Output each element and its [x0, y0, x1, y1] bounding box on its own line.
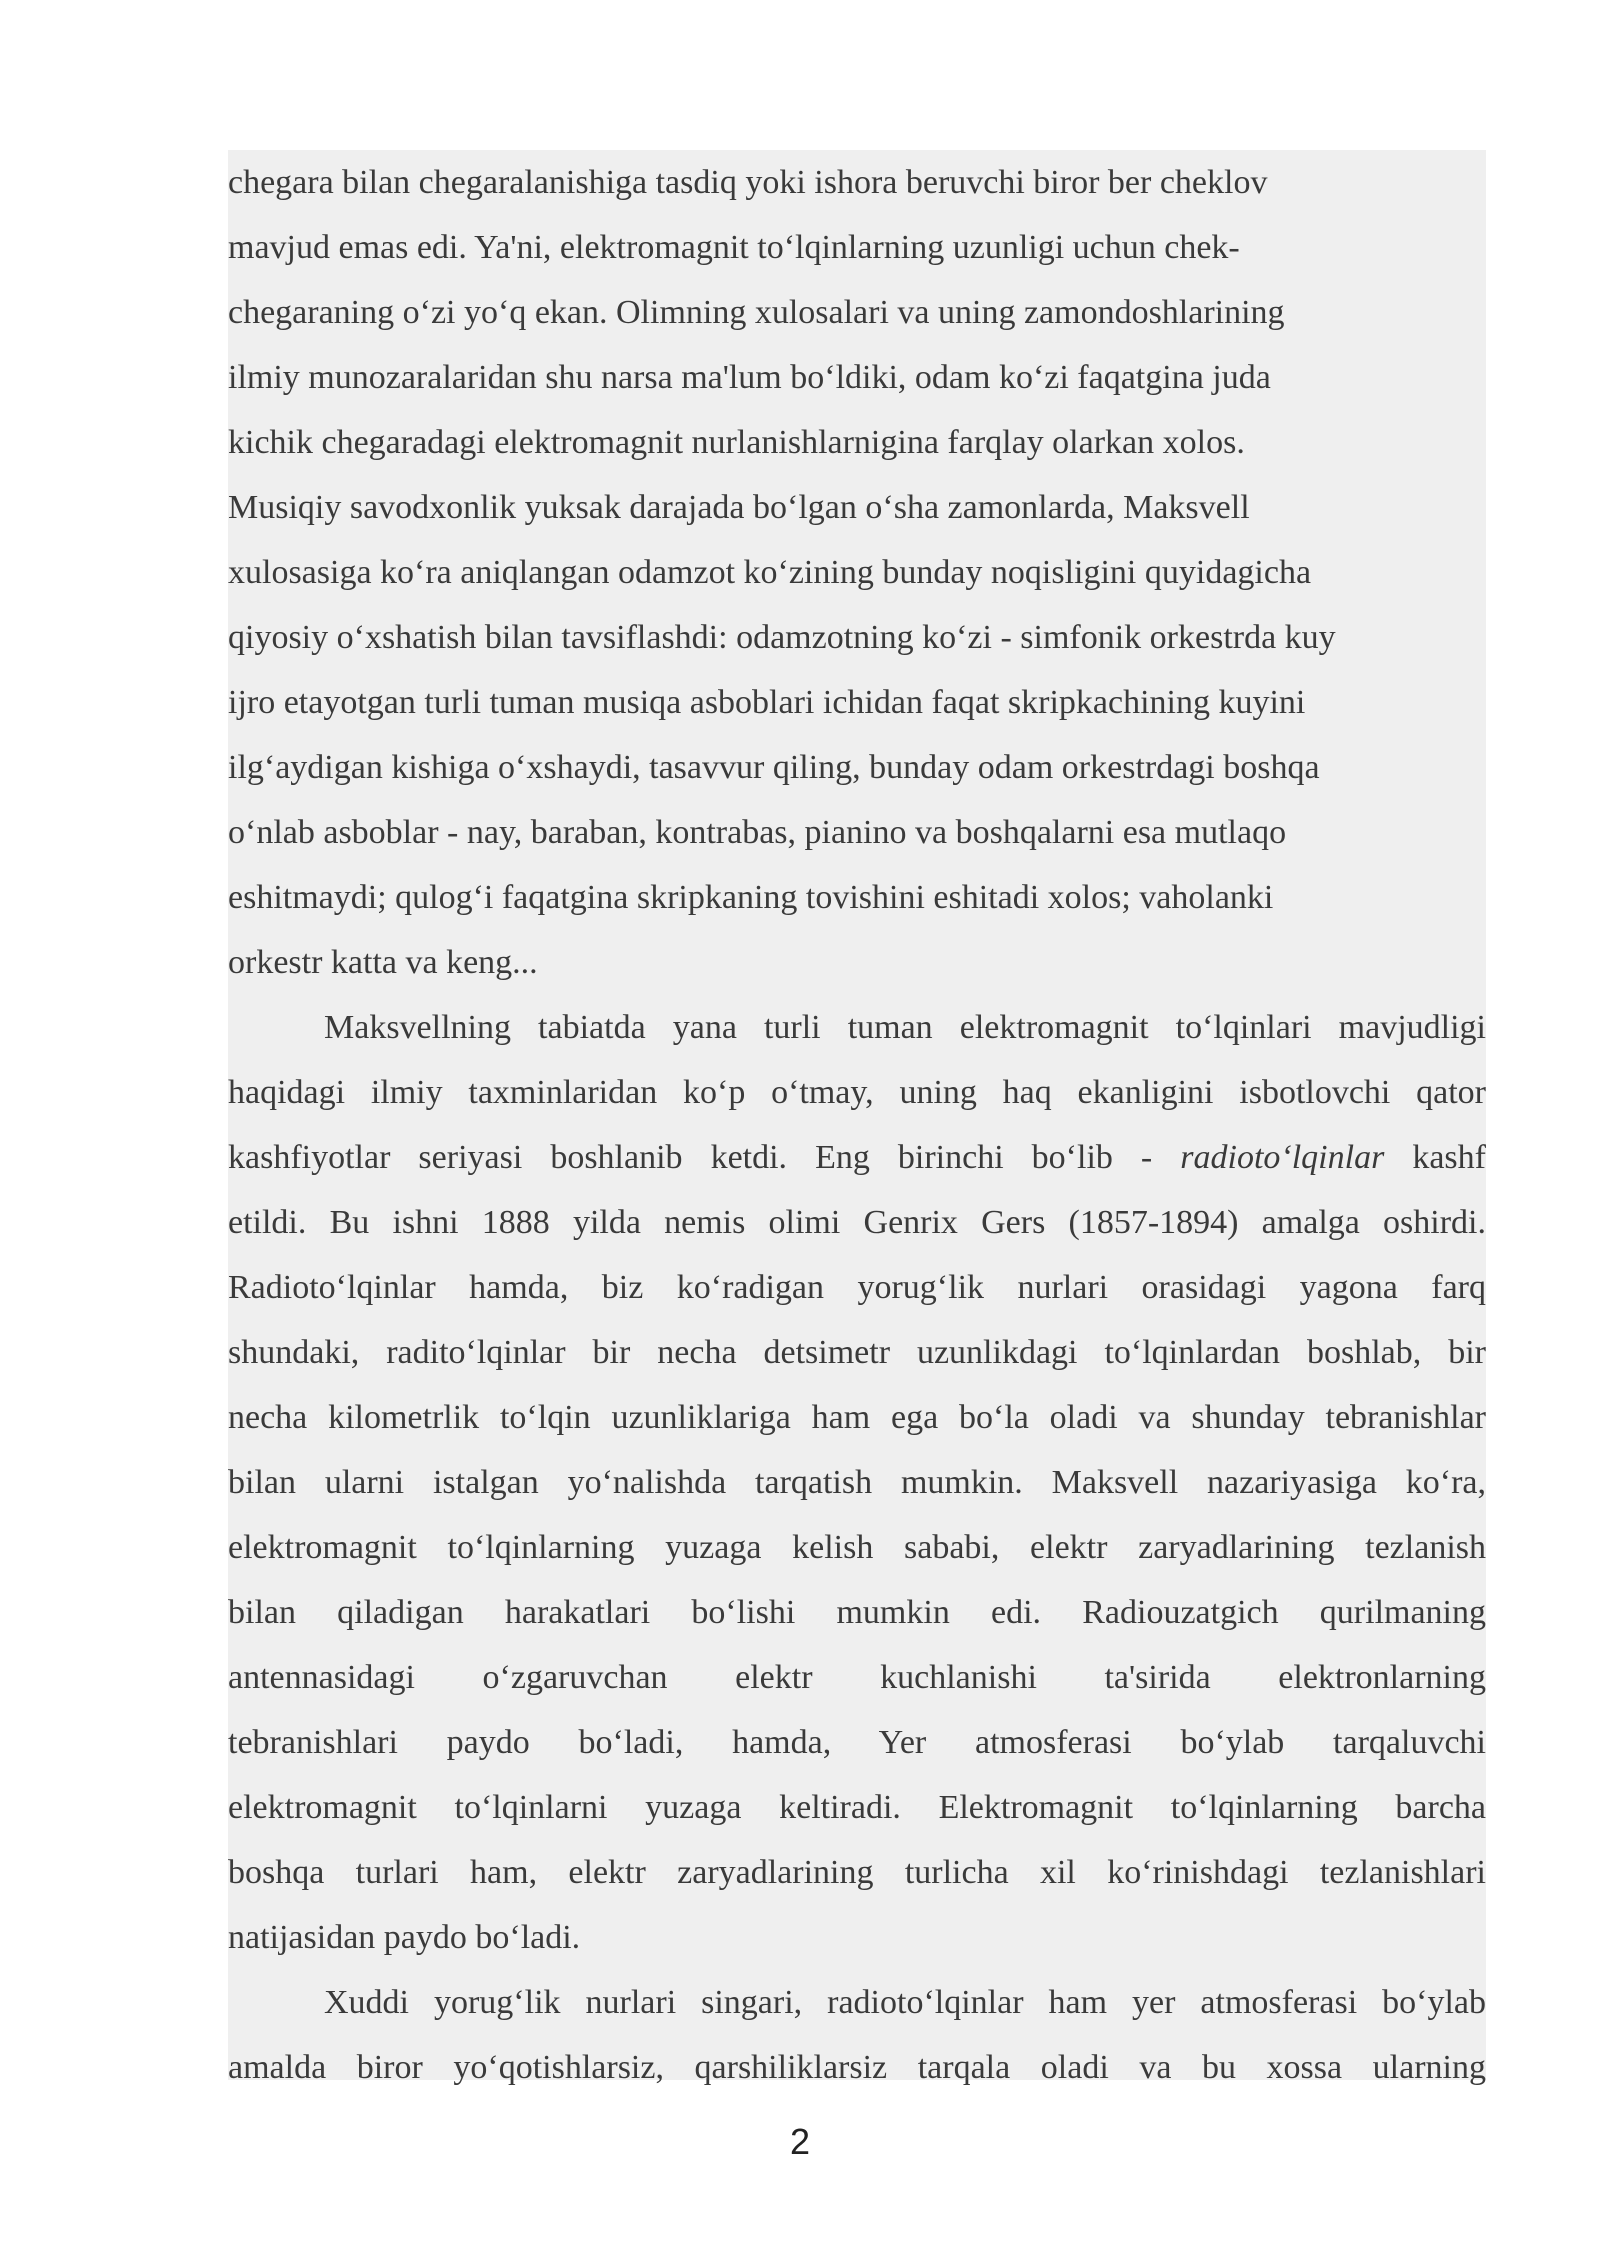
- text-line: elektromagnit to‘lqinlarning yuzaga kelish sababi, elektr zaryadlarining tezlanish: [228, 1529, 1486, 1566]
- text-line: etildi. Bu ishni 1888 yilda nemis olimi Genrix Gers (1857-1894) amalga oshirdi.: [228, 1204, 1486, 1241]
- text-line: elektromagnit to‘lqinlarni yuzaga keltiradi. Elektromagnit to‘lqinlarning barcha: [228, 1789, 1486, 1826]
- text-line: ilmiy munozaralaridan shu narsa ma'lum bo‘ldiki, odam ko‘zi faqatgina juda: [228, 359, 1271, 396]
- page-number: 2: [789, 2121, 811, 2162]
- text-line: mavjud emas edi. Ya'ni, elektromagnit to‘lqinlarning uzunligi uchun chek-: [228, 229, 1240, 266]
- body-text: [228, 150, 1486, 2100]
- text-line: necha kilometrlik to‘lqin uzunliklariga ham ega bo‘la oladi va shunday tebranishlar: [228, 1399, 1486, 1436]
- text-line: kichik chegaradagi elektromagnit nurlanishlarnigina farqlay olarkan xolos.: [228, 424, 1245, 461]
- text-line: Xuddi yorug‘lik nurlari singari, radioto‘lqinlar ham yer atmosferasi bo‘ylab: [324, 1984, 1486, 2021]
- text-line: xulosasiga ko‘ra aniqlangan odamzot ko‘zining bunday noqisligini quyidagicha: [228, 554, 1312, 591]
- text-line: chegaraning o‘zi yo‘q ekan. Olimning xulosalari va uning zamondoshlarining: [228, 294, 1285, 331]
- italic-term: radioto‘lqinlar: [1180, 1139, 1385, 1176]
- text-line: bilan ularni istalgan yo‘nalishda tarqatish mumkin. Maksvell nazariyasiga ko‘ra,: [228, 1464, 1486, 1501]
- text-run: kashfiyotlar seriyasi boshlanib ketdi. Eng birinchi bo‘lib -: [228, 1139, 1181, 1176]
- text-line: o‘nlab asboblar - nay, baraban, kontrabas, pianino va boshqalarni esa mutlaqo: [228, 814, 1287, 851]
- text-line: chegara bilan chegaralanishiga tasdiq yoki ishora beruvchi biror ber cheklov: [228, 164, 1268, 201]
- text-line: ilg‘aydigan kishiga o‘xshaydi, tasavvur qiling, bunday odam orkestrdagi boshqa: [228, 749, 1320, 786]
- text-line-with-italic: [228, 1125, 1486, 1190]
- text-line: eshitmaydi; qulog‘i faqatgina skripkaning tovishini eshitadi xolos; vaholanki: [228, 879, 1274, 916]
- text-line: orkestr katta va keng...: [228, 944, 538, 981]
- paragraph-1: [228, 150, 1486, 995]
- paragraph-3: [228, 1970, 1486, 2100]
- text-line: Maksvellning tabiatda yana turli tuman elektromagnit to‘lqinlari mavjudligi: [324, 1009, 1486, 1046]
- text-run: kashf: [1384, 1139, 1486, 1176]
- text-line: boshqa turlari ham, elektr zaryadlarining turlicha xil ko‘rinishdagi tezlanishlari: [228, 1854, 1486, 1891]
- text-line: antennasidagi o‘zgaruvchan elektr kuchlanishi ta'sirida elektronlarning: [228, 1659, 1486, 1696]
- text-line: Musiqiy savodxonlik yuksak darajada bo‘lgan o‘sha zamonlarda, Maksvell: [228, 489, 1250, 526]
- text-line: ijro etayotgan turli tuman musiqa asboblari ichidan faqat skripkachining kuyini: [228, 684, 1306, 721]
- text-line: haqidagi ilmiy taxminlaridan ko‘p o‘tmay, uning haq ekanligini isbotlovchi qator: [228, 1074, 1486, 1111]
- text-line: qiyosiy o‘xshatish bilan tavsiflashdi: odamzotning ko‘zi - simfonik orkestrda kuy: [228, 619, 1336, 656]
- text-line: shundaki, radito‘lqinlar bir necha detsimetr uzunlikdagi to‘lqinlardan boshlab, bir: [228, 1334, 1486, 1371]
- text-line: amalda biror yo‘qotishlarsiz, qarshiliklarsiz tarqala oladi va bu xossa ularning: [228, 2049, 1486, 2086]
- paragraph-2: [228, 995, 1486, 1970]
- text-line: Radioto‘lqinlar hamda, biz ko‘radigan yorug‘lik nurlari orasidagi yagona farq: [228, 1269, 1486, 1306]
- text-line: tebranishlari paydo bo‘ladi, hamda, Yer atmosferasi bo‘ylab tarqaluvchi: [228, 1724, 1486, 1761]
- text-line: bilan qiladigan harakatlari bo‘lishi mumkin edi. Radiouzatgich qurilmaning: [228, 1594, 1486, 1631]
- text-line: natijasidan paydo bo‘ladi.: [228, 1919, 581, 1956]
